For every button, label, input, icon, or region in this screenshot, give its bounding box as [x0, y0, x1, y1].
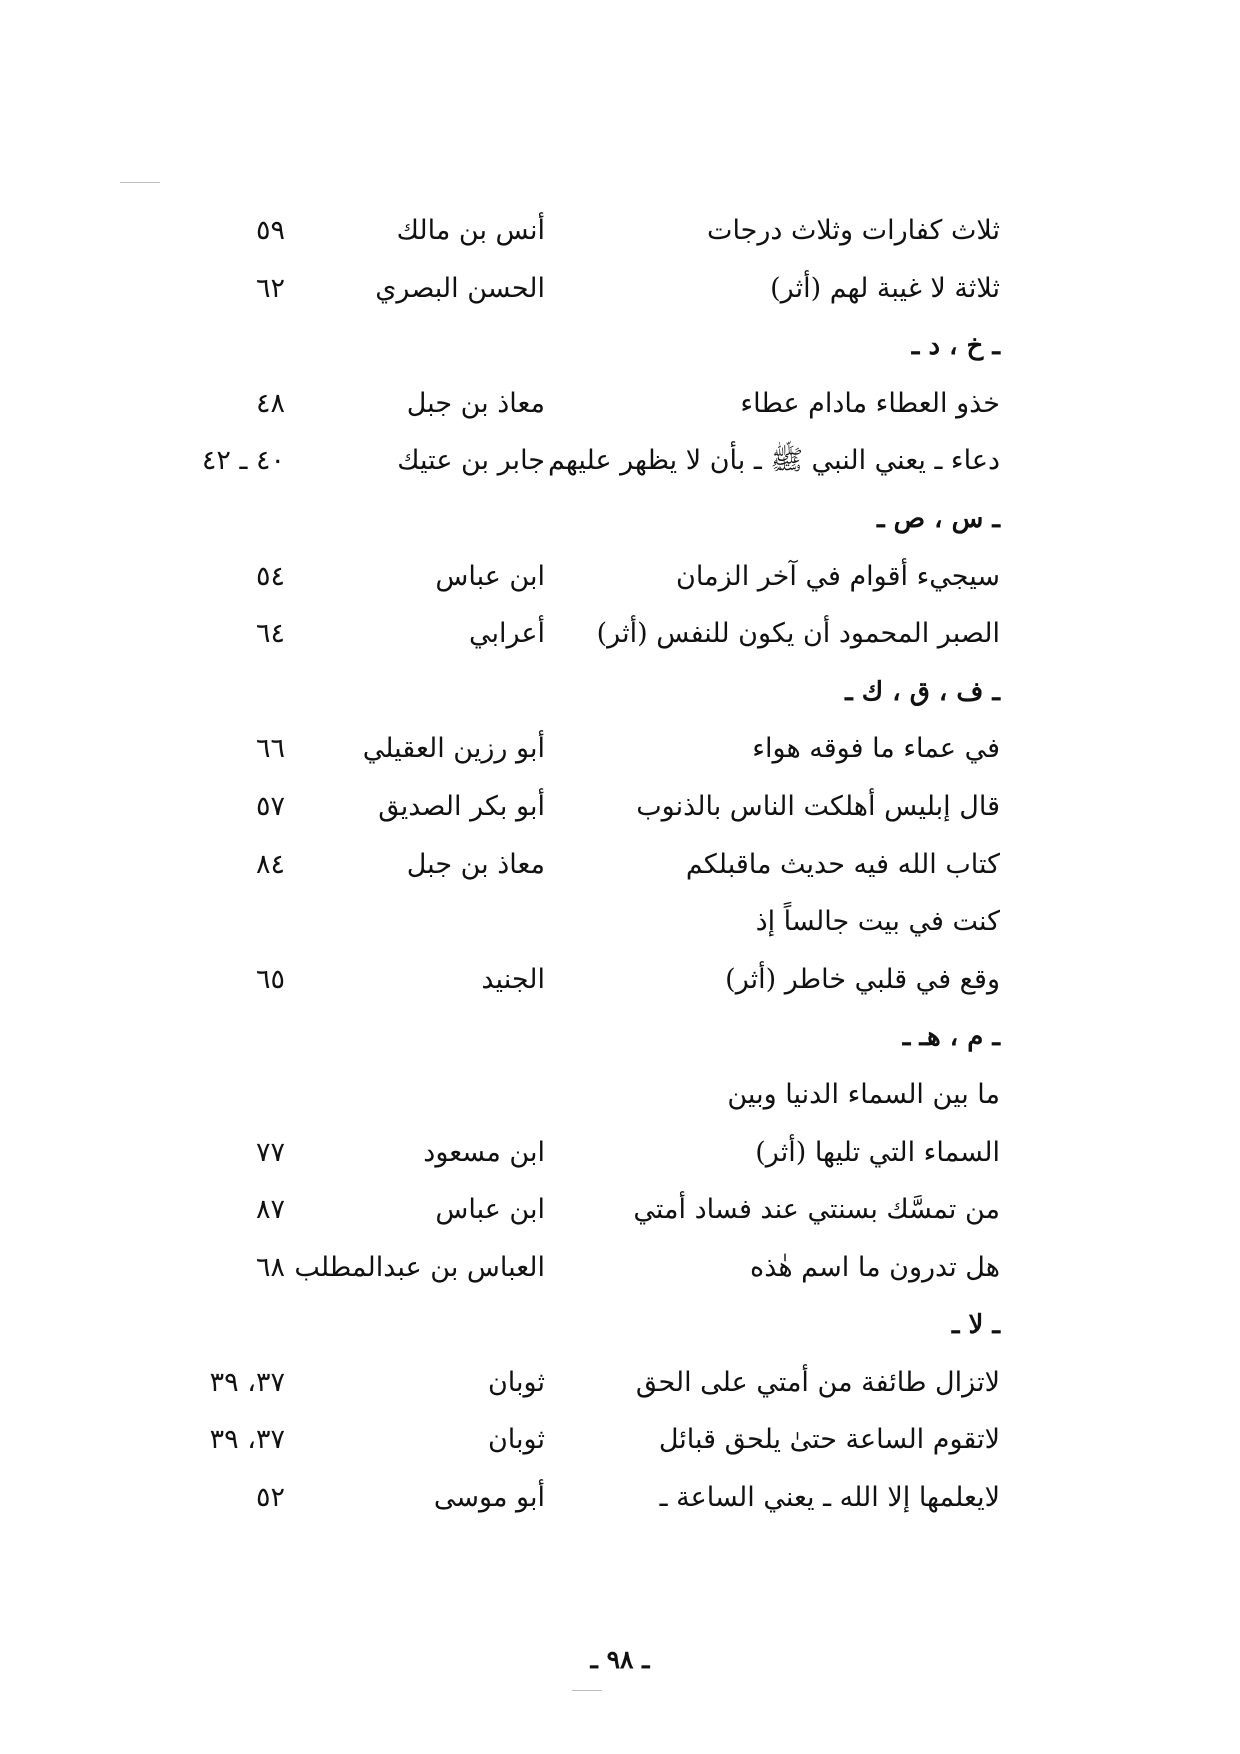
index-entry-row — [0, 839, 1240, 897]
index-entry-row — [0, 1242, 1240, 1300]
index-entry-row — [0, 1184, 1240, 1242]
narrator-name: أنس بن مالك — [396, 215, 545, 246]
hadith-text: من تمسَّك بسنتي عند فساد أمتي — [633, 1194, 1000, 1226]
section-heading: ـ ف ، ق ، ك ـ — [845, 676, 1000, 707]
section-heading: ـ خ ، د ـ — [911, 331, 1000, 362]
page-reference: ٣٧، ٣٩ — [209, 1424, 285, 1456]
narrator-name: جابر بن عتيك — [397, 445, 545, 477]
hadith-text: دعاء ـ يعني النبي ﷺ ـ بأن لا يظهر عليهم — [547, 445, 1000, 477]
narrator-name: العباس بن عبدالمطلب — [294, 1251, 545, 1283]
hadith-text: وقع في قلبي خاطر (أثر) — [725, 963, 1000, 995]
page-reference: ٨٧ — [255, 1194, 285, 1226]
hadith-text: لاتقوم الساعة حتىٰ يلحق قبائل — [658, 1424, 1000, 1456]
index-entry-row — [0, 723, 1240, 781]
narrator-name: أبو بكر الصديق — [378, 790, 545, 822]
hadith-text: هل تدرون ما اسم هٰذه — [750, 1251, 1000, 1283]
index-entry-row — [0, 551, 1240, 609]
page-reference: ٦٨ — [255, 1251, 285, 1283]
section-heading: ـ م ، هـ ـ — [902, 1022, 1000, 1053]
section-heading-row — [0, 666, 1240, 724]
scan-mark — [572, 1690, 602, 1691]
narrator-name: ابن مسعود — [423, 1136, 545, 1168]
page-reference: ٣٧، ٣٩ — [209, 1366, 285, 1398]
page-reference: ٨٤ — [255, 848, 285, 880]
hadith-text: في عماء ما فوقه هواء — [752, 733, 1000, 765]
page-reference: ٦٦ — [255, 733, 285, 765]
narrator-name: أبو موسى — [433, 1482, 545, 1514]
index-entry-row — [0, 378, 1240, 436]
page-reference: ٦٢ — [255, 272, 285, 304]
section-heading-row — [0, 1299, 1240, 1357]
narrator-name: ابن عباس — [435, 560, 545, 592]
hadith-text: لاتزال طائفة من أمتي على الحق — [635, 1366, 1000, 1398]
index-table — [0, 205, 1240, 1530]
index-entry-row — [0, 435, 1240, 493]
narrator-name: ثوبان — [487, 1424, 545, 1456]
narrator-name: معاذ بن جبل — [406, 387, 545, 419]
page-reference: ٦٥ — [255, 963, 285, 995]
hadith-text: كنت في بيت جالساً إذ — [755, 906, 1000, 938]
section-heading: ـ لا ـ — [951, 1310, 1000, 1341]
narrator-name: معاذ بن جبل — [406, 848, 545, 880]
index-entry-row — [0, 896, 1240, 954]
narrator-name: الحسن البصري — [375, 272, 545, 304]
page-reference: ٥٧ — [255, 790, 285, 822]
index-entry-row — [0, 205, 1240, 263]
index-entry-row — [0, 1414, 1240, 1472]
page-reference: ٦٤ — [255, 618, 285, 650]
scan-mark — [120, 182, 160, 183]
hadith-text: قال إبليس أهلكت الناس بالذنوب — [636, 790, 1000, 822]
section-heading-row — [0, 320, 1240, 378]
page-reference: ٥٢ — [255, 1482, 285, 1514]
index-entry-row — [0, 954, 1240, 1012]
narrator-name: ثوبان — [487, 1366, 545, 1398]
narrator-name: ابن عباس — [435, 1194, 545, 1226]
index-entry-row — [0, 781, 1240, 839]
index-entry-row — [0, 1069, 1240, 1127]
narrator-name: أعرابي — [468, 618, 545, 650]
page-number: ـ ٩٨ ـ — [590, 1645, 650, 1674]
hadith-text: خذو العطاء مادام عطاء — [740, 387, 1000, 419]
section-heading-row — [0, 493, 1240, 551]
page-reference: ٤٠ ـ ٤٢ — [201, 445, 285, 477]
index-entry-row — [0, 263, 1240, 321]
hadith-text: السماء التي تليها (أثر) — [755, 1136, 1000, 1168]
hadith-text: الصبر المحمود أن يكون للنفس (أثر) — [596, 618, 1000, 650]
section-heading-row — [0, 1011, 1240, 1069]
hadith-text: سيجيء أقوام في آخر الزمان — [676, 560, 1000, 592]
index-entry-row — [0, 1127, 1240, 1185]
hadith-text: كتاب الله فيه حديث ماقبلكم — [685, 848, 1000, 880]
hadith-text: ما بين السماء الدنيا وبين — [727, 1078, 1000, 1110]
hadith-text: ثلاث كفارات وثلاث درجات — [707, 215, 1000, 246]
section-heading: ـ س ، ص ـ — [876, 503, 1000, 534]
hadith-text: لايعلمها إلا الله ـ يعني الساعة ـ — [659, 1482, 1000, 1514]
index-entry-row — [0, 1472, 1240, 1530]
narrator-name: أبو رزين العقيلي — [362, 733, 545, 765]
page-reference: ٥٤ — [255, 560, 285, 592]
page-reference: ٥٩ — [255, 215, 285, 246]
index-entry-row — [0, 1357, 1240, 1415]
page-reference: ٧٧ — [255, 1136, 285, 1168]
page-reference: ٤٨ — [255, 387, 285, 419]
index-entry-row — [0, 608, 1240, 666]
narrator-name: الجنيد — [481, 963, 545, 995]
hadith-text: ثلاثة لا غيبة لهم (أثر) — [770, 272, 1000, 304]
